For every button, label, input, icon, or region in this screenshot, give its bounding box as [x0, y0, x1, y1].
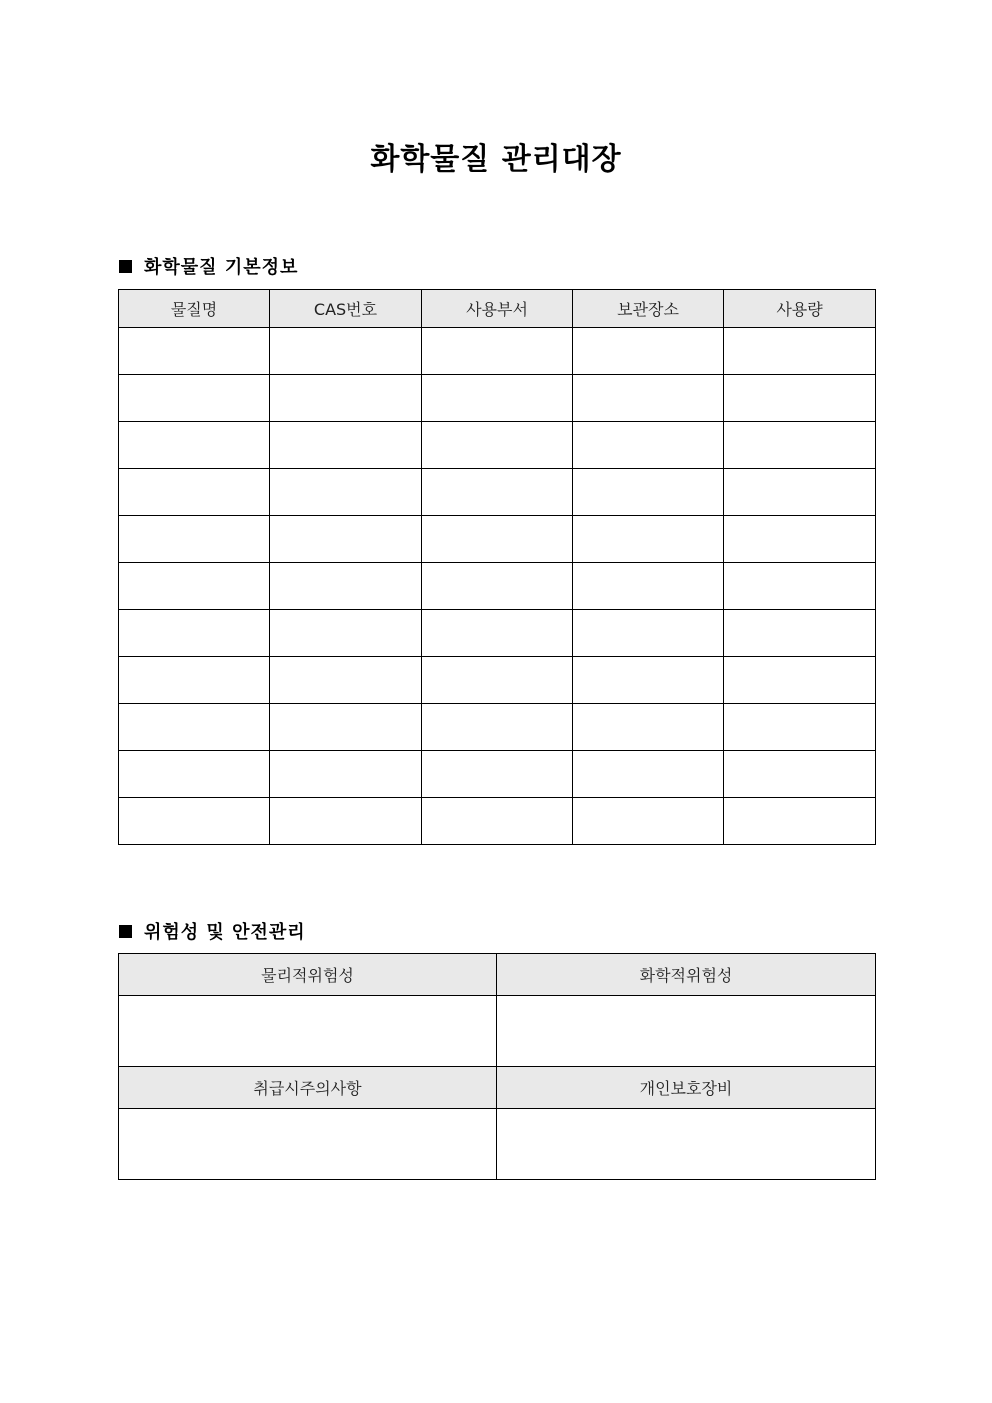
table-cell[interactable] [422, 657, 573, 704]
table-cell[interactable] [573, 422, 724, 469]
table-cell[interactable] [270, 516, 422, 563]
table-cell[interactable] [422, 516, 573, 563]
table-cell[interactable] [422, 798, 573, 845]
table-cell[interactable] [119, 563, 270, 610]
table-cell[interactable] [119, 516, 270, 563]
table-row [119, 610, 876, 657]
table-cell[interactable] [270, 563, 422, 610]
square-bullet-icon [119, 925, 132, 938]
table-cell[interactable] [724, 328, 876, 375]
table-row [119, 996, 876, 1067]
table-cell[interactable] [422, 563, 573, 610]
table-row [119, 704, 876, 751]
table-row [119, 751, 876, 798]
table-cell[interactable] [119, 704, 270, 751]
table-cell[interactable] [422, 610, 573, 657]
table-cell[interactable] [270, 328, 422, 375]
table-cell[interactable] [422, 751, 573, 798]
table-row [119, 328, 876, 375]
table-row [119, 375, 876, 422]
table-cell[interactable] [119, 375, 270, 422]
table-cell[interactable] [270, 751, 422, 798]
table-cell[interactable] [270, 657, 422, 704]
table-cell[interactable] [270, 469, 422, 516]
table-cell[interactable] [422, 469, 573, 516]
header-physical-hazard: 물리적위험성 [119, 954, 497, 996]
table-cell[interactable] [422, 328, 573, 375]
table-cell[interactable] [573, 704, 724, 751]
table-cell[interactable] [724, 798, 876, 845]
table-cell[interactable] [270, 798, 422, 845]
table-cell[interactable] [119, 422, 270, 469]
table-row [119, 469, 876, 516]
handling-precautions-cell[interactable] [119, 1109, 497, 1180]
table-cell[interactable] [422, 704, 573, 751]
table-header-row [119, 290, 876, 328]
table-cell[interactable] [270, 610, 422, 657]
basic-info-table [118, 289, 876, 845]
column-header-department: 사용부서 [422, 290, 573, 328]
table-header-row [119, 1067, 876, 1109]
table-cell[interactable] [119, 328, 270, 375]
table-cell[interactable] [724, 704, 876, 751]
section-heading-basic-info [119, 253, 298, 279]
table-cell[interactable] [724, 657, 876, 704]
table-cell[interactable] [119, 798, 270, 845]
header-handling-precautions: 취급시주의사항 [119, 1067, 497, 1109]
column-header-substance-name: 물질명 [119, 290, 270, 328]
table-header-row [119, 954, 876, 996]
table-cell[interactable] [724, 563, 876, 610]
table-row [119, 516, 876, 563]
physical-hazard-cell[interactable] [119, 996, 497, 1067]
table-cell[interactable] [573, 563, 724, 610]
basic-info-table-body [119, 328, 876, 845]
table-cell[interactable] [724, 751, 876, 798]
header-chemical-hazard: 화학적위험성 [497, 954, 876, 996]
table-cell[interactable] [573, 516, 724, 563]
column-header-storage-location: 보관장소 [573, 290, 724, 328]
table-row [119, 798, 876, 845]
table-cell[interactable] [422, 375, 573, 422]
table-cell[interactable] [119, 469, 270, 516]
table-cell[interactable] [270, 422, 422, 469]
table-cell[interactable] [573, 610, 724, 657]
table-cell[interactable] [422, 422, 573, 469]
section-heading-label: 화학물질 기본정보 [144, 257, 299, 278]
chemical-hazard-cell[interactable] [497, 996, 876, 1067]
table-cell[interactable] [573, 328, 724, 375]
table-row [119, 1109, 876, 1180]
section-heading-safety [119, 918, 306, 944]
table-cell[interactable] [270, 704, 422, 751]
table-cell[interactable] [573, 798, 724, 845]
table-cell[interactable] [270, 375, 422, 422]
table-row [119, 563, 876, 610]
header-protective-equipment: 개인보호장비 [497, 1067, 876, 1109]
column-header-cas-number: CAS번호 [270, 290, 422, 328]
section-heading-label: 위험성 및 안전관리 [144, 922, 306, 943]
document-title: 화학물질 관리대장 [370, 142, 622, 177]
table-cell[interactable] [724, 469, 876, 516]
protective-equipment-cell[interactable] [497, 1109, 876, 1180]
table-cell[interactable] [119, 751, 270, 798]
table-cell[interactable] [573, 375, 724, 422]
table-cell[interactable] [724, 422, 876, 469]
table-row [119, 657, 876, 704]
safety-table [118, 953, 876, 1180]
table-cell[interactable] [724, 516, 876, 563]
table-cell[interactable] [119, 610, 270, 657]
square-bullet-icon [119, 260, 132, 273]
table-cell[interactable] [724, 610, 876, 657]
column-header-usage-amount: 사용량 [724, 290, 876, 328]
table-cell[interactable] [573, 657, 724, 704]
table-cell[interactable] [573, 469, 724, 516]
table-cell[interactable] [119, 657, 270, 704]
table-row [119, 422, 876, 469]
table-cell[interactable] [573, 751, 724, 798]
table-cell[interactable] [724, 375, 876, 422]
